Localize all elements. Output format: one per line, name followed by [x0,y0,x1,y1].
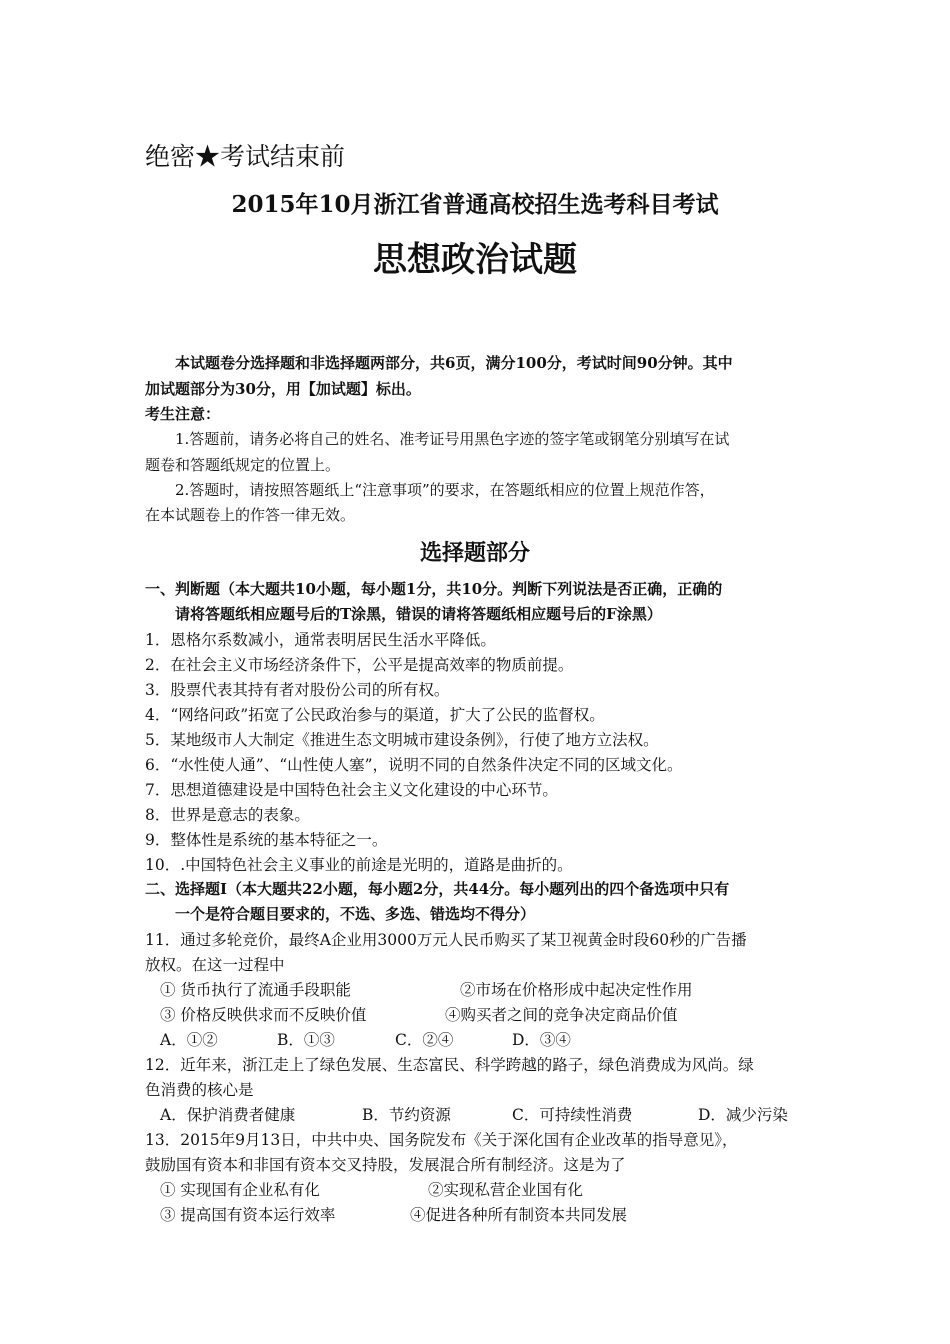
note-2-line-2: 在本试题卷上的作答一律无效。 [145,506,356,524]
confidential-label: 绝密★考试结束前 [145,142,346,171]
question-11-item-2: ②市场在价格形成中起决定性作用 [460,981,693,999]
question-5: 5．某地级市人大制定《推进生态文明城市建设条例》，行使了地方立法权。 [145,731,659,749]
question-8: 8．世界是意志的表象。 [145,806,310,824]
question-11-option-b: B．①③ [277,1031,335,1049]
question-11-line-2: 放权。在这一过程中 [145,956,285,974]
question-12-option-c: C．可持续性消费 [512,1106,633,1124]
question-11-line-1: 11．通过多轮竞价，最终A企业用3000万元人民币购买了某卫视黄金时段60秒的广告播 [145,931,747,949]
question-3: 3．股票代表其持有者对股份公司的所有权。 [145,681,450,699]
note-1-line-1: 1.答题前，请务必将自己的姓名、准考证号用黑色字迹的签字笔或钢笔分别填写在试 [175,430,730,448]
question-10: 10．.中国特色社会主义事业的前途是光明的，道路是曲折的。 [145,856,573,874]
question-12-line-2: 色消费的核心是 [145,1081,254,1099]
question-11-item-3: ③ 价格反映供求而不反映价值 [160,1006,367,1024]
question-13-item-4: ④促进各种所有制资本共同发展 [410,1206,628,1224]
question-4: 4．“网络问政”拓宽了公民政治参与的渠道，扩大了公民的监督权。 [145,706,605,724]
question-13-line-1: 13．2015年9月13日，中共中央、国务院发布《关于深化国有企业改革的指导意见》， [145,1131,738,1149]
question-11-item-4: ④购买者之间的竞争决定商品价值 [445,1006,678,1024]
note-1-line-2: 题卷和答题纸规定的位置上。 [145,456,341,474]
question-12-option-b: B．节约资源 [362,1106,451,1124]
question-7: 7．思想道德建设是中国特色社会主义文化建设的中心环节。 [145,781,558,799]
question-11-option-a: A．①② [160,1031,218,1049]
question-13-item-3: ③ 提高国有资本运行效率 [160,1206,336,1224]
subject-title: 思想政治试题 [373,240,577,280]
question-9: 9．整体性是系统的基本特征之一。 [145,831,388,849]
part-1-heading-line-2: 请将答题纸相应题号后的T涂黑，错误的请将答题纸相应题号后的F涂黑） [175,605,662,623]
question-12-line-1: 12．近年来，浙江走上了绿色发展、生态富民、科学跨越的路子，绿色消费成为风尚。绿 [145,1056,754,1074]
question-13-item-2: ②实现私营企业国有化 [428,1181,584,1199]
question-12-option-d: D．减少污染 [698,1106,788,1124]
question-11-option-c: C．②④ [395,1031,454,1049]
part-2-heading-line-1: 二、选择题Ⅰ（本大题共22小题，每小题2分，共44分。每小题列出的四个备选项中只有 [145,880,730,898]
section-title: 选择题部分 [419,540,530,566]
question-6: 6．“水性使人通”、“山性使人塞”，说明不同的自然条件决定不同的区域文化。 [145,756,683,774]
intro-line-2: 加试题部分为30分，用【加试题】标出。 [145,380,421,398]
question-11-option-d: D．③④ [512,1031,571,1049]
part-2-heading-line-2: 一个是符合题目要求的，不选、多选、错选均不得分） [175,905,536,923]
question-13-line-2: 鼓励国有资本和非国有资本交叉持股，发展混合所有制经济。这是为了 [145,1156,626,1174]
question-1: 1．恩格尔系数减小，通常表明居民生活水平降低。 [145,631,496,649]
question-2: 2．在社会主义市场经济条件下，公平是提高效率的物质前提。 [145,656,574,674]
part-1-heading-line-1: 一、判断题（本大题共10小题，每小题1分，共10分。判断下列说法是否正确，正确的 [145,580,723,598]
note-2-line-1: 2.答题时，请按照答题纸上“注意事项”的要求，在答题纸相应的位置上规范作答， [175,481,715,499]
question-13-item-1: ① 实现国有企业私有化 [160,1181,320,1199]
question-11-item-1: ① 货币执行了流通手段职能 [160,981,351,999]
question-12-option-a: A．保护消费者健康 [160,1106,296,1124]
intro-line-1: 本试题卷分选择题和非选择题两部分，共6页，满分100分，考试时间90分钟。其中 [175,354,733,372]
exam-title: 2015年10月浙江省普通高校招生选考科目考试 [231,191,719,218]
notice-heading: 考生注意： [145,405,221,423]
